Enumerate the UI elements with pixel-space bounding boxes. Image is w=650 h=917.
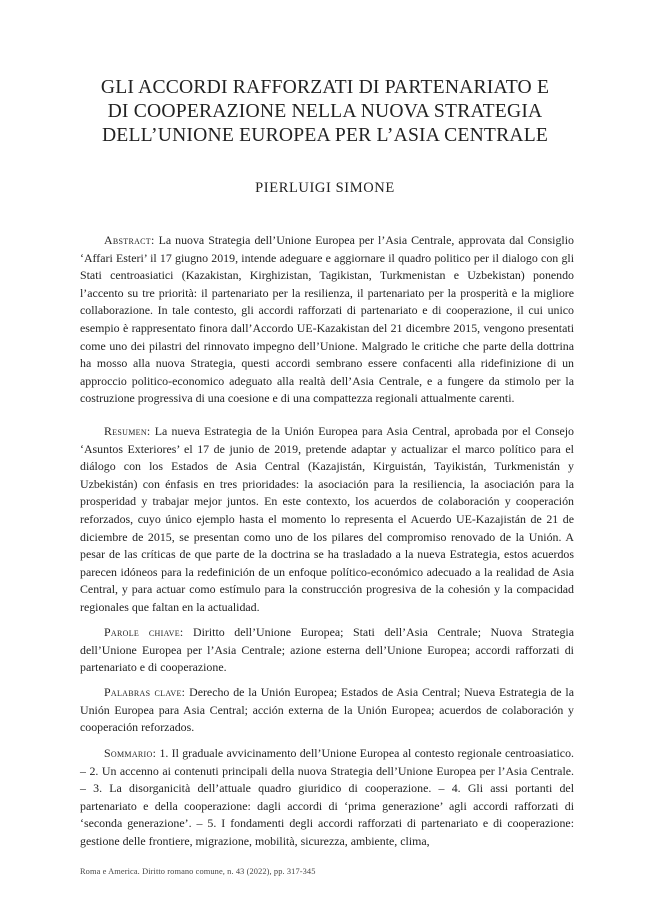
sommario-text: 1. Il graduale avvicinamento dell’Unione Europea al contesto regionale centroasiatico. – 2. Un accenno ai contenuti principali della nuova Strategia dell’Unione Europea per l’Asia Centrale. – 3. La disorganicità dell’attuale quadro giuridico di cooperazione. – 4. Gli assi portanti del partenariato e della cooperazione: dagli accordi di ‘prima generazione’ agli accordi rafforzati di ‘seconda generazione’. – 5. I fondamenti degli accordi rafforzati di partenariato e di cooperazione: gestione delle frontiere, migrazione, mobilità, sicurezza, ambiente, clima, <box>80 746 574 848</box>
abstract-text: La nuova Strategia dell’Unione Europea per l’Asia Centrale, approvata dal Consiglio ‘Affari Esteri’ il 17 giugno 2019, intende adeguare e aggiornare il quadro politico per il dialogo con gli Stati centroasiatici (Kazakistan, Kirghizistan, Tagikistan, Turkmenistan e Uzbekistan) ponendo l’accento su tre priorità: il partenariato per la resilienza, il partenariato per la prosperità e la migliore collaborazione. In tale contesto, gli accordi rafforzati di partenariato e di cooperazione, il cui unico esempio è rappresentato finora dall’Accordo UE-Kazakistan del 21 dicembre 2015, vengono presentati come uno dei pilastri del rinnovato impegno dell’Unione. Malgrado le critiche che parte della dottrina ha mosso alla nuova Strategia, questi accordi sembrano essere confacenti alla ridefinizione di un approccio politico-economico adeguato alla realtà dell’Asia Centrale, e a fungere da stimolo per la costruzione progressiva di una coesione e di una compattezza regionali attualmente carenti. <box>80 233 574 406</box>
title-line-2: DI COOPERAZIONE NELLA NUOVA STRATEGIA <box>107 101 543 122</box>
palabras-clave-label: Palabras clave: <box>104 685 186 699</box>
resumen-text: La nueva Estrategia de la Unión Europea para Asia Central, aprobada por el Consejo ‘Asuntos Exteriores’ el 17 de junio de 2019, pretende adaptar y actualizar el marco político para el diálogo con los Estados de Asia Central (Kazajistán, Kirguistán, Tayikistán, Turkmenistán y Uzbekistán) con énfasis en tres prioridades: la asociación para la resiliencia, la asociación para la prosperidad y trabajar mejor juntos. En este contexto, los acuerdos de colaboración y cooperación reforzados, cuyo único ejemplo hasta el momento lo representa el Acuerdo UE-Kazajistán de 21 de diciembre de 2015, se presentan como uno de los pilares del compromiso renovado de la Unión. A pesar de las críticas de que parte de la doctrina se ha trasladado a la nueva Estrategia, estos acuerdos parecen idóneos para la redefinición de un enfoque político-económico adecuado a la realidad de Asia Central, y para actuar como estímulo para la construcción progresiva de la cohesión y la compacidad regionales que faltan en la actualidad. <box>80 424 575 614</box>
parole-chiave-text: Diritto dell’Unione Europea; Stati dell’Asia Centrale; Nuova Strategia dell’Unione Europea per l’Asia Centrale; azione esterna dell’Unione Europea; accordi rafforzati di partenariato e di cooperazione. <box>80 625 575 675</box>
resumen-label: Resumen: <box>104 424 151 438</box>
palabras-clave-paragraph <box>80 684 574 737</box>
parole-chiave-paragraph <box>80 624 574 677</box>
title-line-1: GLI ACCORDI RAFFORZATI DI PARTENARIATO E <box>100 77 550 98</box>
article-title <box>0 76 650 148</box>
author-name: PIERLUIGI SIMONE <box>255 180 395 196</box>
resumen-paragraph <box>80 423 574 617</box>
journal-footer: Roma e America. Diritto romano comune, n. 43 (2022), pp. 317-345 <box>80 867 316 876</box>
sommario-label: Sommario: <box>104 746 157 760</box>
parole-chiave-label: Parole chiave: <box>104 625 184 639</box>
sommario-paragraph <box>80 745 574 851</box>
palabras-clave-text: Derecho de la Unión Europea; Estados de Asia Central; Nueva Estrategia de la Unión Europea para Asia Central; acción externa de la Unión Europea; acuerdos de colaboración y cooperación reforzados. <box>80 685 575 735</box>
title-line-3: DELL’UNIONE EUROPEA PER L’ASIA CENTRALE <box>101 125 549 146</box>
abstract-label: Abstract: <box>104 233 155 247</box>
abstract-paragraph <box>80 232 574 408</box>
